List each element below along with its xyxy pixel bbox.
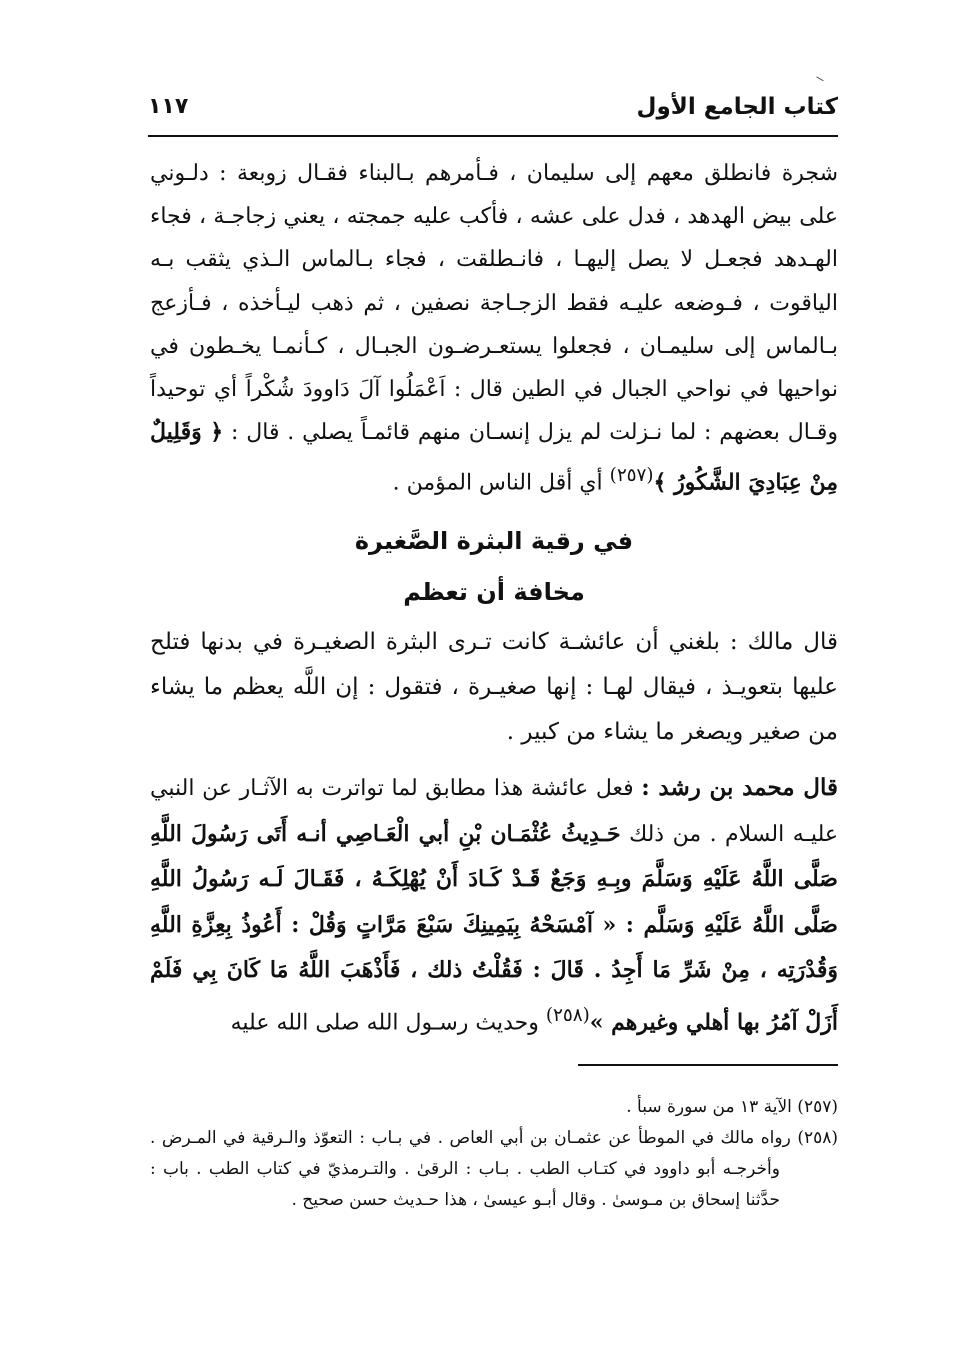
paragraph-2-text: قال مالك : بلغني أن عائشـة كانت تـرى البثرة الصغيـرة في بدنها فتلح عليها بتعويـذ ، فيقال لهـا : إنها صغيـرة ، فتقول : إن اللَّه يعظم ما يشاء من صغير ويصغر ما يشاء من كبير . (150, 629, 838, 745)
paragraph-1-end: أي أقل الناس المؤمن . (392, 470, 603, 496)
commentary-lead: قال محمد بن رشد : (641, 774, 838, 801)
paragraph-1 (150, 152, 838, 505)
paragraph-2 (150, 620, 838, 755)
paragraph-1-text: شجرة فانطلق معهم إلى سليمان ، فـأمرهم بـالبناء فقـال زوبعة : دلـوني على بيض الهدهد ، فدل على عشه ، فأكب عليه جمجته ، يعني زجاجـة ، فجاء الهـدهد فجعـل لا يصل إليهـا ، فانـطلقت ، فجاء بـالماس الـذي يثقب بـه الياقوت ، فـوضعه عليـه فقط الزجـاجة نصفين ، ثم ذهب ليـأخذه ، فـأزعج بـالماس إلى سليمـان ، فجعلوا يستعـرضـون الجبـال ، كـأنمـا يخـطون في نواحيها في نواحي الجبال في الطين قال : اَعْمَلُوا آلَ دَاوودَ شُكْراً أي توحيداً وقـال بعضهم : لما نـزلت لم يزل إنسـان منهم قائمـاً يصلي . قال : (150, 161, 839, 446)
paragraph-3-intro: فعل عائشة هذا مطابق لما تواترت به الآثـار عن النبي عليـه السلام . من ذلك (150, 776, 838, 847)
footnote-258: (٢٥٨) رواه مالك في الموطأ عن عثمـان بن أبي العاص . في بـاب : التعوّذ والـرقية في المـرض . وأخرجـه أبو داوود في كتـاب الطب . بـاب : الرقىٰ . والتـرمذيّ في كتاب الطب . باب : حدَّثنا إسحاق بن مـوسىٰ . وقال أبـو عيسىٰ ، هذا حـديث حسن صحيح . (150, 1128, 838, 1210)
section-subheading: مخافة أن تعظم (403, 578, 585, 606)
paragraph-3-end: وحديث رسـول الله صلى الله عليه (230, 1009, 539, 1035)
quran-verse: ﴿ وَقَلِيلٌ مِنْ عِبَادِيَ الشَّكُورُ ﴾ (150, 419, 838, 496)
footnotes (150, 1092, 838, 1216)
footnote-ref-258[interactable]: (٢٥٨) (545, 1004, 590, 1026)
footnote-ref-257[interactable]: (٢٥٧) (609, 465, 654, 487)
running-title: كتاب الجامع الأول (636, 94, 838, 120)
footnote-257: (٢٥٧) الآية ١٣ من سورة سبأ . (626, 1097, 838, 1117)
page-header (148, 92, 838, 132)
footnote-rule (578, 1064, 838, 1066)
page-number: ١١٧ (148, 94, 189, 119)
section-heading: في رقية البثرة الصَّغيرة (354, 527, 634, 555)
print-speck (814, 76, 823, 84)
hadith-text: حَـدِيثُ عُثْمَـان بْنِ أبي الْعَـاصِي أنـه أَتَى رَسُولَ اللَّهِ صَلَّى اللَّهُ عَلَيْهِ وَسَلَّمَ وبِـهِ وَجَعٌ قَـدْ كَـادَ أَنْ يُهْلِكَـهُ ، فَقَـالَ لَـه رَسُولُ اللَّهِ صَلَّى اللَّهُ عَلَيْهِ وَسَلَّم : « آمْسَحْهُ بِيَمِينِكَ سَبْعَ مَرَّاتٍ وَقُلْ : أَعُوذُ بِعِزَّةِ اللَّهِ وَقُدْرَتِه ، مِنْ شَرِّ مَا أَجِدُ . قَالَ : فَقُلْتُ ذلك ، فَأَذْهَبَ اللَّهُ مَا كَانَ بِي فَلَمْ أَزَلْ آمُرُ بها أهلي وغيرهم » (150, 820, 838, 1035)
header-rule (148, 135, 838, 137)
paragraph-3 (150, 766, 838, 1045)
